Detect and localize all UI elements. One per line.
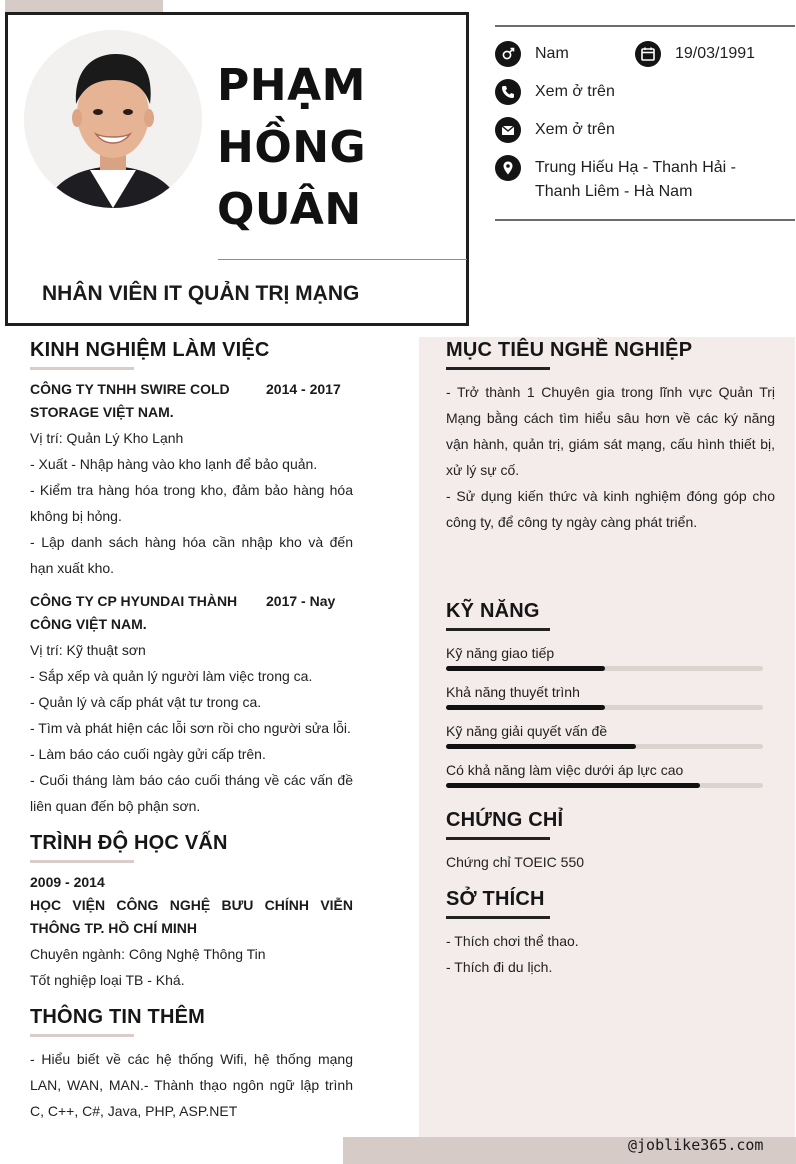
- name-line-3: QUÂN: [217, 184, 362, 235]
- education-school: HỌC VIỆN CÔNG NGHỆ BƯU CHÍNH VIỄN THÔNG TP. HỒ CHÍ MINH: [30, 897, 353, 936]
- skill-label: Kỹ năng giải quyết vấn đề: [446, 723, 608, 739]
- hobby-item: - Thích đi du lịch.: [446, 959, 553, 975]
- objective-title-underline: [446, 367, 550, 370]
- phone-value: Xem ở trên: [535, 83, 615, 100]
- additional-title-underline: [30, 1034, 134, 1037]
- job-1-line: - Xuất - Nhập hàng vào kho lạnh để bảo quản.: [30, 456, 318, 472]
- address-line-1: Trung Hiếu Hạ - Thanh Hải -: [535, 159, 736, 176]
- skill-bar-track: [446, 744, 763, 749]
- certificates-title: CHỨNG CHỈ: [446, 809, 564, 831]
- education-details: [30, 941, 353, 993]
- additional-text: - Hiểu biết về các hệ thống Wifi, hệ thống mạng LAN, WAN, MAN.- Thành thạo ngôn ngữ lập trình C, C++, C#, Java, PHP, ASP.NET: [30, 1051, 353, 1119]
- job-2-company-line-1: CÔNG TY CP HYUNDAI THÀNH: [30, 593, 238, 609]
- skills-title: KỸ NĂNG: [446, 600, 540, 622]
- job-2-line: - Tìm và phát hiện các lỗi sơn rồi cho người sửa lỗi.: [30, 720, 351, 736]
- education-line: Chuyên ngành: Công Nghệ Thông Tin: [30, 946, 266, 962]
- candidate-name: [217, 55, 457, 241]
- watermark: @joblike365.com: [628, 1136, 764, 1154]
- job-2-line: Vị trí: Kỹ thuật sơn: [30, 642, 146, 658]
- skill-label: Khả năng thuyết trình: [446, 684, 580, 700]
- job-1-line: - Lập danh sách hàng hóa cần nhập kho và đến hạn xuất kho.: [30, 534, 353, 576]
- job-1-details: [30, 425, 353, 581]
- birthday-value: 19/03/1991: [675, 45, 756, 62]
- skill-bar-fill: [446, 705, 605, 710]
- education-years: 2009 - 2014: [30, 874, 105, 890]
- job-2-years: 2017 - Nay: [266, 593, 336, 609]
- skills-title-underline: [446, 628, 550, 631]
- job-2-line: - Quản lý và cấp phát vật tư trong ca.: [30, 694, 262, 710]
- hobbies-title: SỞ THÍCH: [446, 888, 545, 910]
- certificates-title-underline: [446, 837, 550, 840]
- job-2-company: [30, 590, 260, 636]
- calendar-icon: [635, 41, 661, 67]
- job-2-line: - Cuối tháng làm báo cáo cuối tháng về các vấn đề liên quan đến bộ phận sơn.: [30, 772, 353, 814]
- hobby-item: - Thích chơi thể thao.: [446, 933, 579, 949]
- job-2-line: - Sắp xếp và quản lý người làm việc trong ca.: [30, 668, 313, 684]
- gender-value: Nam: [535, 45, 569, 62]
- job-1-company: [30, 378, 260, 424]
- skill-bar-fill: [446, 666, 605, 671]
- address-line-2: Thanh Liêm - Hà Nam: [535, 183, 693, 200]
- objective-text: [446, 379, 775, 535]
- skill-bar-track: [446, 783, 763, 788]
- name-divider: [218, 259, 467, 260]
- skill-bar-track: [446, 705, 763, 710]
- email-value: Xem ở trên: [535, 121, 615, 138]
- objective-line: - Trở thành 1 Chuyên gia trong lĩnh vực Quản Trị Mạng bằng cách tìm hiểu sâu hơn về các ký năng vận hành, quản trị, giám sát mạng, cấu hình thiết bị, xử lý sự cố.: [446, 384, 775, 478]
- experience-title: KINH NGHIỆM LÀM VIỆC: [30, 339, 270, 361]
- skill-label: Kỹ năng giao tiếp: [446, 645, 555, 661]
- contact-bottom-divider: [495, 219, 795, 221]
- skill-label: Có khả năng làm việc dưới áp lực cao: [446, 762, 684, 778]
- objective-title: MỤC TIÊU NGHỀ NGHIỆP: [446, 339, 693, 361]
- profile-photo: [24, 30, 202, 208]
- hobbies-title-underline: [446, 916, 550, 919]
- experience-title-underline: [30, 367, 134, 370]
- skill-bar-track: [446, 666, 763, 671]
- contact-top-divider: [495, 25, 795, 27]
- job-2-details: [30, 637, 353, 819]
- job-1-company-line-1: CÔNG TY TNHH SWIRE COLD: [30, 381, 230, 397]
- name-line-1: PHẠM: [217, 60, 366, 111]
- job-1-years: 2014 - 2017: [266, 381, 341, 397]
- location-icon: [495, 155, 521, 181]
- gender-icon: [495, 41, 521, 67]
- skill-bar-fill: [446, 744, 636, 749]
- job-2-line: - Làm báo cáo cuối ngày gửi cấp trên.: [30, 746, 266, 762]
- mail-icon: [495, 117, 521, 143]
- education-title-underline: [30, 860, 134, 863]
- education-line: Tốt nghiệp loại TB - Khá.: [30, 972, 185, 988]
- certificate-item: Chứng chỉ TOEIC 550: [446, 854, 585, 870]
- job-title: NHÂN VIÊN IT QUẢN TRỊ MẠNG: [42, 282, 360, 305]
- job-1-line: Vị trí: Quản Lý Kho Lạnh: [30, 430, 184, 446]
- job-1-line: - Kiểm tra hàng hóa trong kho, đảm bảo hàng hóa không bị hỏng.: [30, 482, 353, 524]
- job-2-company-line-2: CÔNG VIỆT NAM.: [30, 616, 147, 632]
- hobbies-list: [446, 928, 775, 980]
- objective-line: - Sử dụng kiến thức và kinh nghiệm đóng góp cho công ty, để công ty ngày càng phát triển.: [446, 488, 775, 530]
- phone-icon: [495, 79, 521, 105]
- education-title: TRÌNH ĐỘ HỌC VẤN: [30, 832, 228, 854]
- name-line-2: HỒNG: [217, 122, 367, 173]
- job-1-company-line-2: STORAGE VIỆT NAM.: [30, 404, 174, 420]
- additional-title: THÔNG TIN THÊM: [30, 1006, 206, 1028]
- skill-bar-fill: [446, 783, 700, 788]
